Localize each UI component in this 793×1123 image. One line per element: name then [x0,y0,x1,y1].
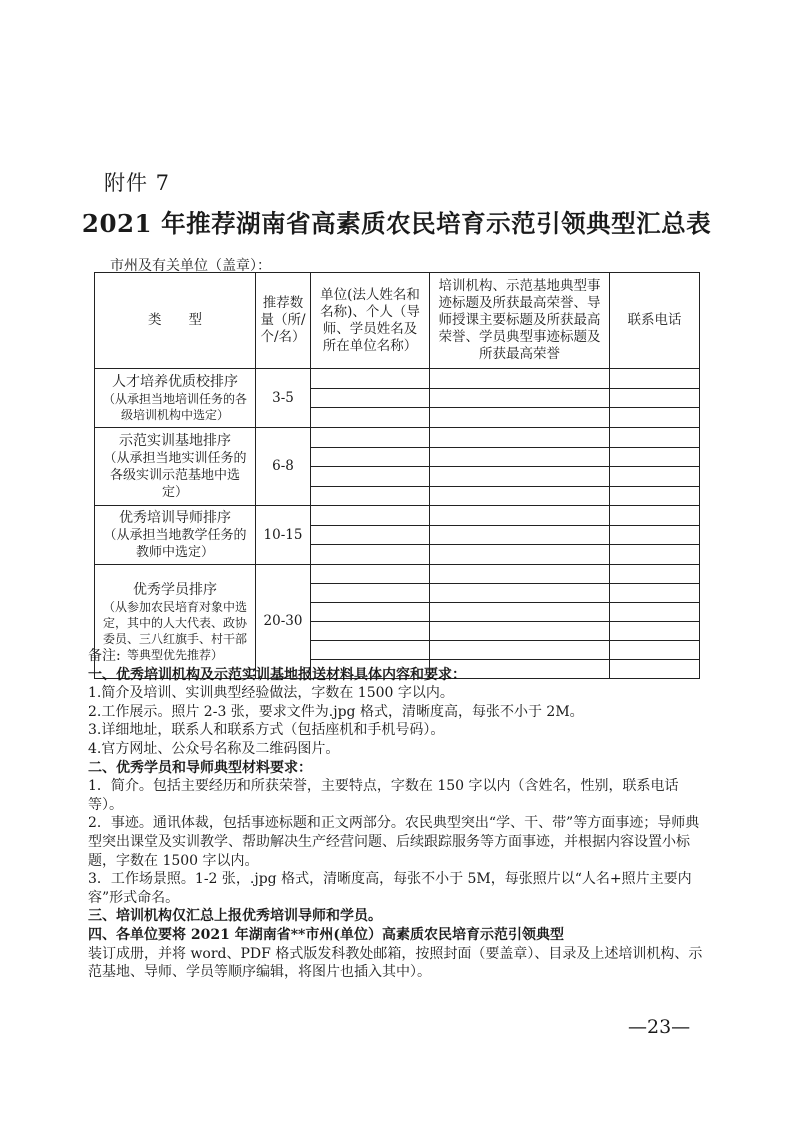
summary-table [94,272,700,679]
unit-cell [311,428,430,448]
notes-item: 4.官方网址、公众号名称及二维码图片。 [88,740,340,757]
notes-item: 2.工作展示。照片 2-3 张，要求文件为.jpg 格式，清晰度高，每张不小于 2M。 [88,703,584,720]
notes-item: 1.简介及培训、实训典型经验做法，字数在 1500 字以内。 [88,685,454,702]
phone-cell [610,428,700,448]
phone-cell [610,447,700,467]
category-name: 人才培养优质校排序 [112,374,238,390]
unit-cell [311,467,430,487]
header-count-text: 推荐数量（所/个/名） [260,295,306,345]
phone-cell [610,369,700,389]
unit-cell [311,447,430,467]
notes-item: 装订成册，并将 word、PDF 格式版发科教处邮箱，按照封面（要盖章）、目录及上述培训机构、示范基地、导师、学员等顺序编辑，将图片也插入其中）。 [88,945,703,981]
unit-cell [311,584,430,603]
table-row [95,506,700,526]
notes-item: 1．简介。包括主要经历和所获荣誉，主要特点，字数在 150 字以内（含姓名，性别，联系电话等）。 [88,778,679,813]
header-type [95,273,256,369]
titles-cell [430,408,610,428]
notes-section [88,647,708,982]
titles-cell [430,388,610,408]
category-cell [95,369,256,428]
header-phone-text: 联系电话 [627,312,682,328]
unit-cell [311,565,430,584]
header-titles-text: 培训机构、示范基地典型事迹标题及所获最高荣誉、导师授课主要标题及所获最高荣誉、学员典型事迹标题及所获最高荣誉 [438,278,601,362]
header-phone [610,273,700,369]
count-cell: 3-5 [256,369,311,428]
titles-cell [430,447,610,467]
notes-section-heading: 二、优秀学员和导师典型材料要求： [88,759,312,776]
titles-cell [430,467,610,487]
notes-item: 3．工作场景照。1-2 张，.jpg 格式，清晰度高，每张不小于 5M，每张照片以“人名+照片主要内容”形式命名。 [88,871,692,906]
notes-section-heading: 四、各单位要将 2021 年湖南省**市州(单位）高素质农民培育示范引领典型 [88,926,564,943]
category-note: （从承担当地教学任务的教师中选定） [103,528,247,560]
titles-cell [430,428,610,448]
titles-cell [430,603,610,622]
phone-cell [610,565,700,584]
titles-cell [430,622,610,641]
notes-section-heading: 三、培训机构仅汇总上报优秀培训导师和学员。 [88,908,382,925]
unit-cell [311,622,430,641]
unit-cell [311,603,430,622]
notes-section-heading: 一、优秀培训机构及示范实训基地报送材料具体内容和要求： [88,666,466,683]
phone-cell [610,506,700,526]
table-row [95,369,700,389]
table-header-row [95,273,700,369]
phone-cell [610,622,700,641]
notes-item: 2．事迹。通讯体裁，包括事迹标题和正文两部分。农民典型突出“学、干、带”等方面事迹；导师典型突出课堂及实训教学、帮助解决生产经营问题、后续跟踪服务等方面事迹，并根据内容设置小标题，字数在 1500 字以内。 [88,815,700,869]
titles-cell [430,565,610,584]
phone-cell [610,486,700,506]
category-note: （从承担当地培训任务的各级培训机构中选定） [102,392,247,422]
unit-cell [311,369,430,389]
unit-cell [311,388,430,408]
category-note: （从承担当地实训任务的各级实训示范基地中选定） [103,451,247,500]
header-unit-text: 单位(法人姓名和名称)、个人（导师、学员姓名及所在单位名称） [320,286,420,354]
phone-cell [610,388,700,408]
count-cell: 6-8 [256,428,311,506]
titles-cell [430,584,610,603]
header-count [256,273,311,369]
category-cell [95,428,256,506]
phone-cell [610,408,700,428]
table-row [95,428,700,448]
phone-cell [610,603,700,622]
count-cell: 20-30 [256,565,311,679]
notes-item: 3.详细地址，联系人和联系方式（包括座机和手机号码）。 [88,722,445,739]
titles-cell [430,525,610,545]
unit-cell [311,408,430,428]
document-title: 2021 年推荐湖南省高素质农民培育示范引领典型汇总表 [81,209,712,238]
titles-cell [430,369,610,389]
category-cell [95,506,256,565]
phone-cell [610,545,700,565]
titles-cell [430,545,610,565]
titles-cell [430,506,610,526]
unit-cell [311,486,430,506]
phone-cell [610,525,700,545]
unit-stamp-line: 市州及有关单位（盖章）： [110,258,271,274]
category-name: 优秀学员排序 [133,581,217,598]
table-row [95,565,700,584]
attachment-label: 附件 7 [104,171,171,195]
titles-cell [430,486,610,506]
notes-heading: 备注: [88,648,121,664]
category-name: 优秀培训导师排序 [119,510,231,526]
category-note: （从参加农民培育对象中选定，其中的人大代表、政协委员、三八红旗手、村干部等典型优先推荐） [102,599,247,662]
header-unit [311,273,430,369]
phone-cell [610,467,700,487]
unit-cell [311,525,430,545]
unit-cell [311,545,430,565]
unit-cell [311,506,430,526]
phone-cell [610,584,700,603]
header-titles [430,273,610,369]
page-number: —23— [628,1016,691,1038]
count-cell: 10-15 [256,506,311,565]
header-type-text: 类 型 [148,312,202,328]
category-name: 示范实训基地排序 [119,433,231,449]
